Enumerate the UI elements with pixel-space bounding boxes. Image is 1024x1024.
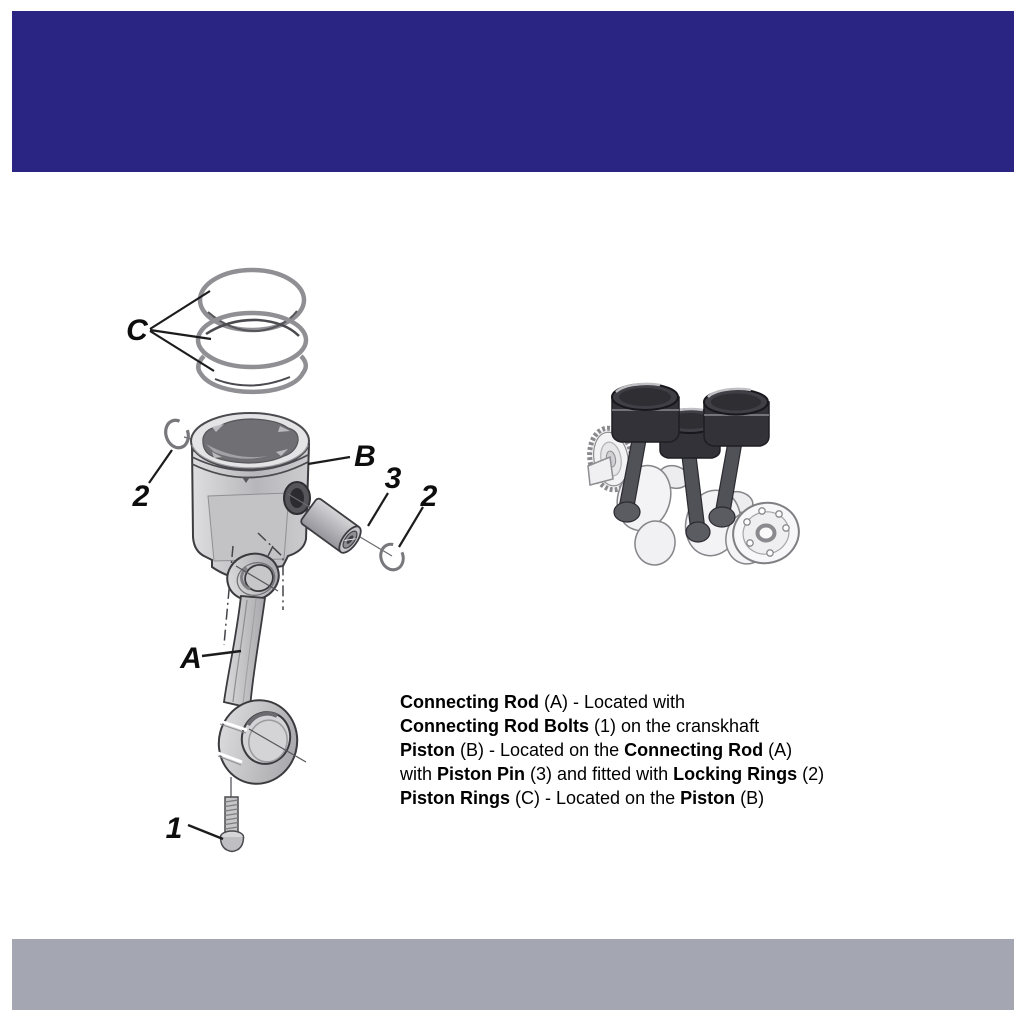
leader-line-3 — [368, 493, 388, 526]
label-connecting-rod: A — [180, 642, 202, 675]
caption-text: (A) — [763, 740, 793, 760]
leader-line-1 — [188, 825, 223, 839]
caption-text: (C) - Located on the — [510, 788, 681, 808]
leader-line-c — [150, 291, 214, 371]
caption-term: Connecting Rod Bolts — [400, 716, 589, 736]
caption-block — [400, 690, 920, 810]
leader-line-b — [308, 457, 350, 464]
rod-bolt-group — [166, 777, 244, 852]
caption-line — [400, 738, 920, 762]
label-locking-ring-left: 2 — [132, 480, 150, 513]
label-piston: B — [354, 440, 376, 473]
caption-text: (3) and fitted with — [525, 764, 674, 784]
caption-term: Locking Rings — [673, 764, 798, 784]
label-locking-ring-right: 2 — [420, 480, 438, 513]
caption-text: (B) - Located on the — [455, 740, 625, 760]
caption-text: (2) — [797, 764, 825, 784]
caption-line — [400, 786, 920, 810]
caption-term: Piston — [680, 788, 736, 808]
caption-text: (A) - Located with — [538, 692, 686, 712]
label-piston-pin: 3 — [384, 462, 402, 495]
caption-term: Connecting Rod — [400, 692, 539, 712]
assembly-piston-3 — [704, 389, 769, 446]
crankshaft-assembly — [585, 384, 805, 570]
locking-ring-right — [377, 541, 407, 573]
caption-line — [400, 690, 920, 714]
piston-group — [191, 413, 376, 578]
piston-rings-group — [126, 270, 306, 392]
assembly-piston-1 — [612, 384, 679, 442]
leader-line-2-right — [399, 507, 423, 547]
caption-text: (B) — [735, 788, 765, 808]
caption-term: Piston Pin — [437, 764, 526, 784]
caption-term: Connecting Rod — [624, 740, 764, 760]
caption-term: Piston Rings — [400, 788, 511, 808]
locking-ring-left — [162, 417, 192, 450]
connecting-rod-group — [179, 547, 306, 793]
leader-line-2-left — [149, 450, 172, 483]
caption-text: with — [400, 764, 438, 784]
caption-text: (1) on the cranskhaft — [588, 716, 760, 736]
label-rod-bolt: 1 — [165, 812, 183, 845]
caption-line — [400, 714, 920, 738]
label-piston-rings: C — [126, 314, 148, 347]
caption-term: Piston — [400, 740, 456, 760]
caption-line — [400, 762, 920, 786]
